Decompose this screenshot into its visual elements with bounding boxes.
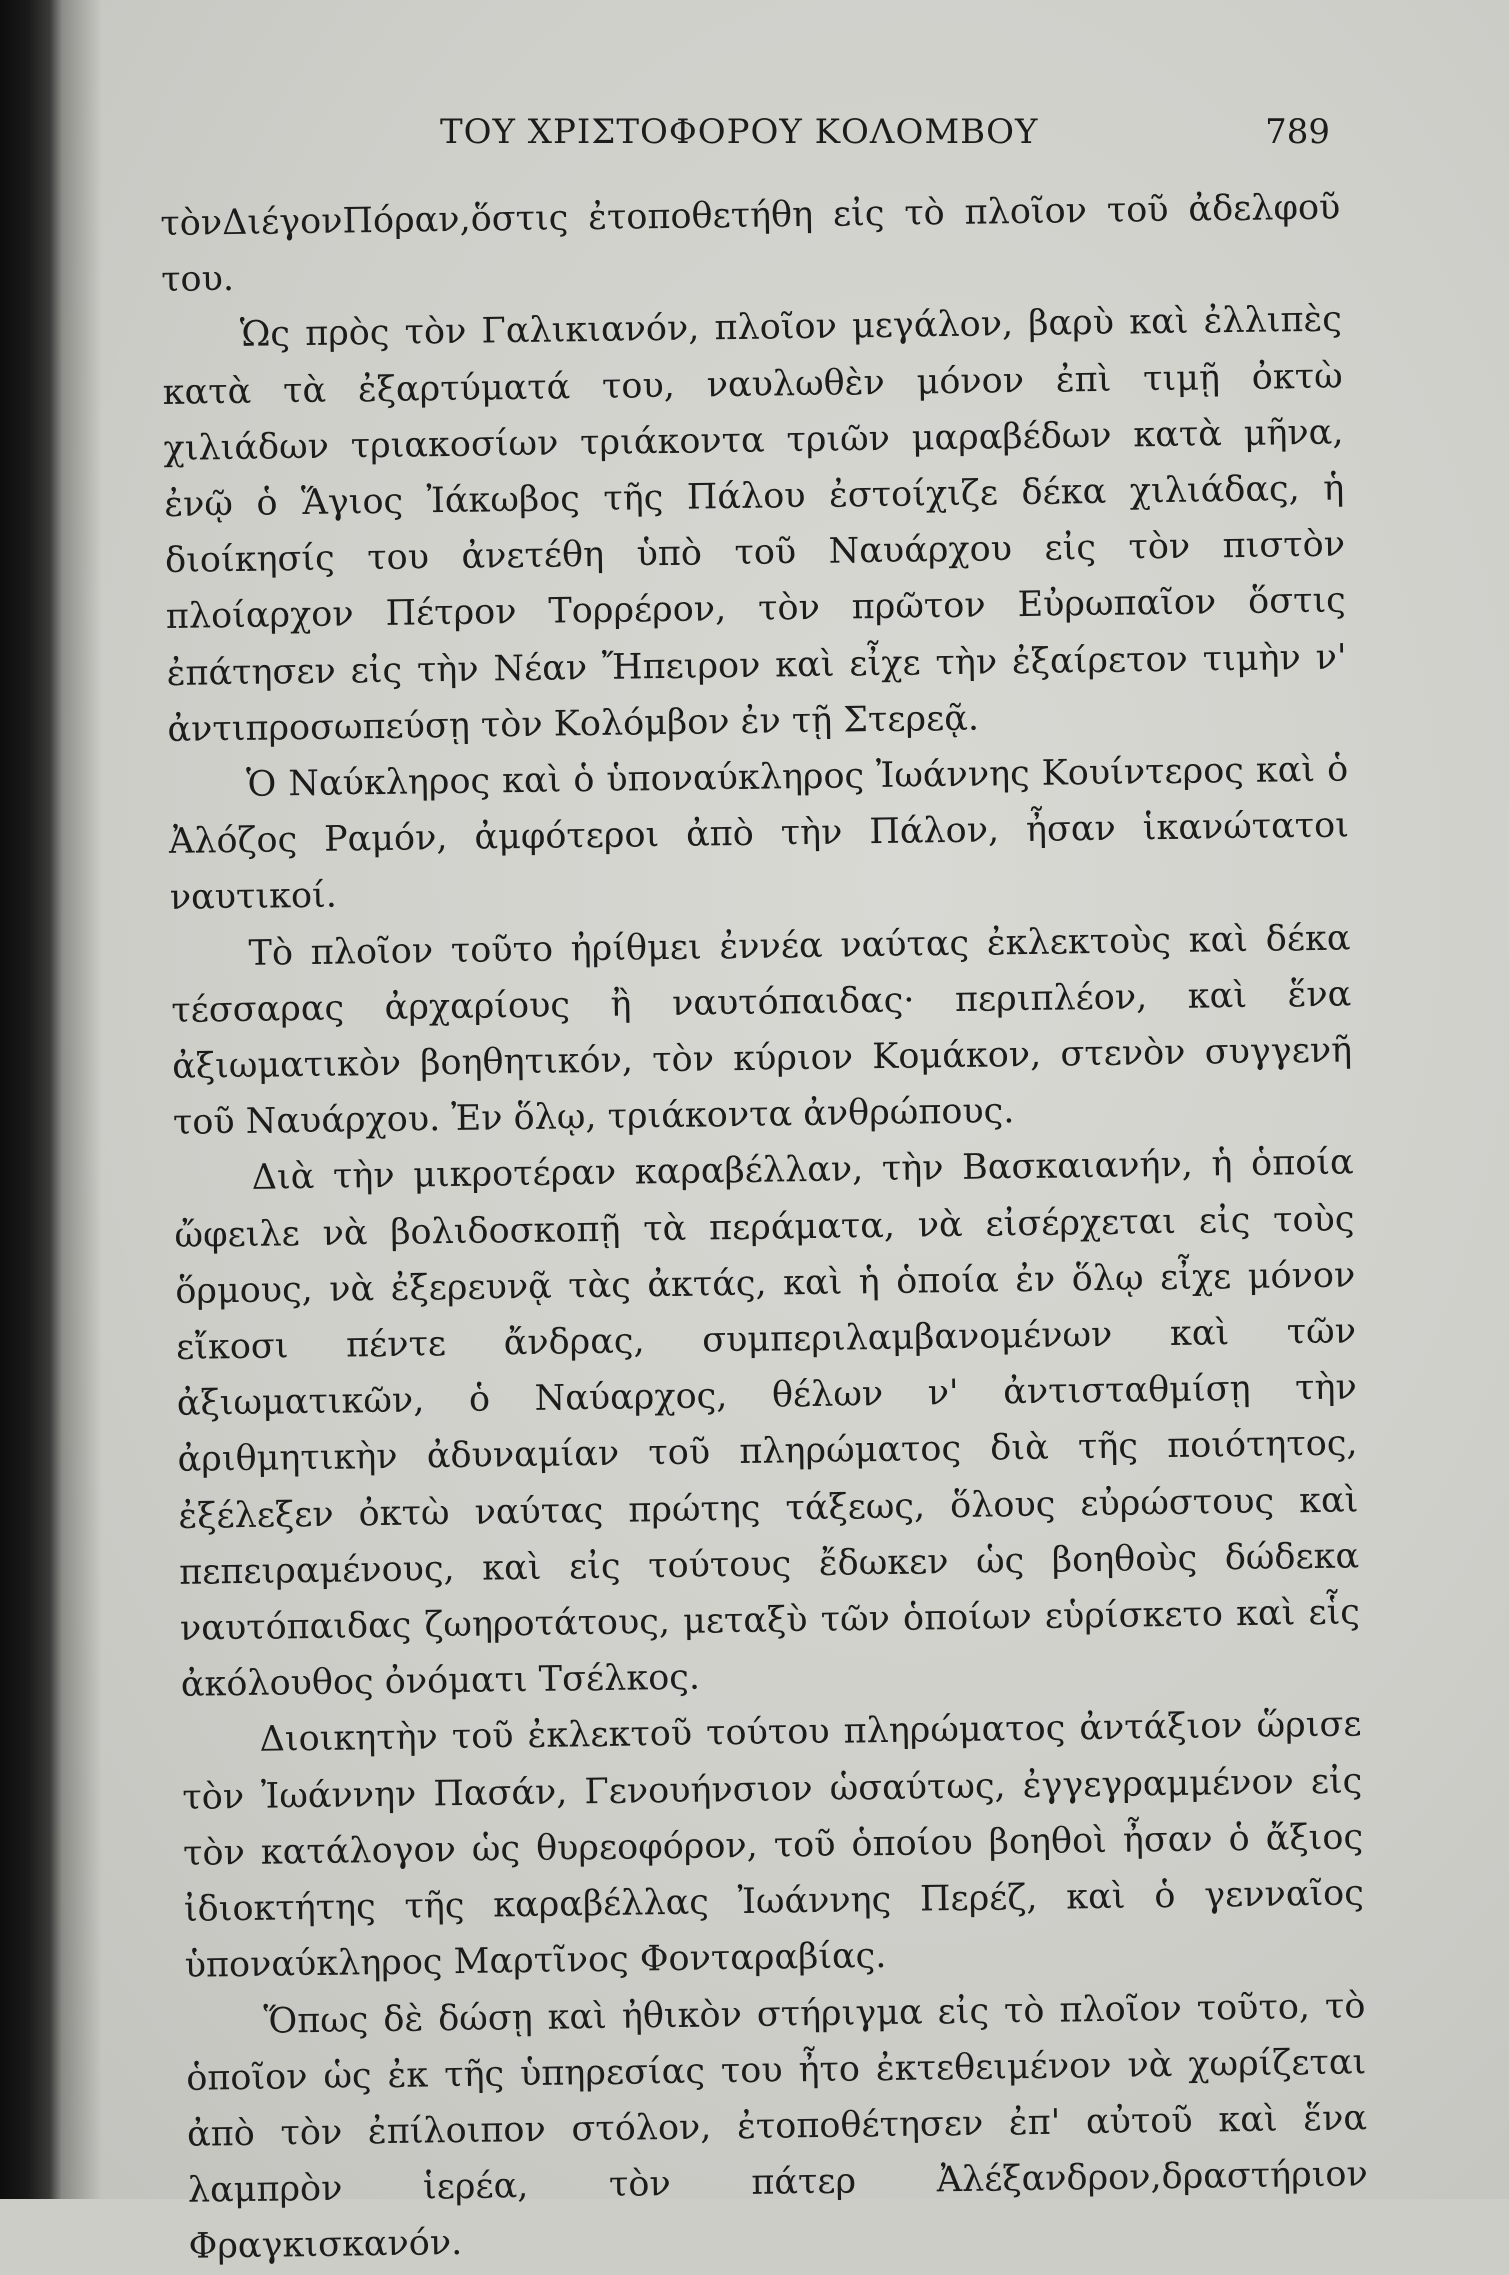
gutter-fade <box>62 0 102 2199</box>
page-number: 789 <box>1265 112 1330 152</box>
paragraph: Ὡς πρὸς τὸν Γαλικιανόν, πλοῖον μεγάλον, βαρὺ καὶ ἐλλιπὲς κατὰ τὰ ἐξαρτύματά του, ναυλωθὲν μόνον ἐπὶ τιμῇ ὀκτὼ χιλιάδων τριακοσίων τριάκοντα τριῶν μαραβέδων κατὰ μῆνα, ἐνῷ ὁ Ἅγιος Ἰάκωβος τῆς Πάλου ἐστοίχιζε δέκα χιλιάδας, ἡ διοίκησίς του ἀνετέθη ὑπὸ τοῦ Ναυάρχου εἰς τὸν πιστὸν πλοίαρχον Πέτρον Τορρέρον, τὸν πρῶτον Εὐρωπαῖον ὅστις ἐπάτησεν εἰς τὴν Νέαν Ἤπειρον καὶ εἶχε τὴν ἐξαίρετον τιμὴν ν' ἀντιπροσωπεύσῃ τὸν Κολόμβον ἐν τῇ Στερεᾷ. <box>162 299 1347 750</box>
page-header <box>170 112 1330 166</box>
book-gutter-shadow <box>0 0 62 2199</box>
body-text <box>160 180 1369 2275</box>
paragraph: Διὰ τὴν μικροτέραν καραβέλλαν, τὴν Βασκαιανήν, ἡ ὁποία ὤφειλε νὰ βολιδοσκοπῇ τὰ περάματα, νὰ εἰσέρχεται εἰς τοὺς ὅρμους, νὰ ἐξερευνᾷ τὰς ἀκτάς, καὶ ἡ ὁποία ἐν ὅλῳ εἶχε μόνον εἴκοσι πέντε ἄνδρας, συμπεριλαμβανομένων καὶ τῶν ἀξιωματικῶν, ὁ Ναύαρχος, θέλων ν' ἀντισταθμίσῃ τὴν ἀριθμητικὴν ἀδυναμίαν τοῦ πληρώματος διὰ τῆς ποιότητος, ἐξέλεξεν ὀκτὼ ναύτας πρώτης τάξεως, ὅλους εὐρώστους καὶ πεπειραμένους, καὶ εἰς τούτους ἔδωκεν ὡς βοηθοὺς δώδεκα ναυτόπαιδας ζωηροτάτους, μεταξὺ τῶν ὁποίων εὑρίσκετο καὶ εἷς ἀκόλουθος ὀνόματι Τσέλκος. <box>174 1142 1361 1706</box>
running-title: ΤΟΥ ΧΡΙΣΤΟΦΟΡΟΥ ΚΟΛΟΜΒΟΥ <box>440 112 1039 152</box>
paragraph: Τὸ πλοῖον τοῦτο ἠρίθμει ἐννέα ναύτας ἐκλεκτοὺς καὶ δέκα τέσσαρας ἀρχαρίους ἢ ναυτόπαιδας· περιπλέον, καὶ ἕνα ἀξιωματικὸν βοηθητικόν, τὸν κύριον Κομάκον, στενὸν συγγενῆ τοῦ Ναυάρχου. Ἐν ὅλῳ, τριάκοντα ἀνθρώπους. <box>171 918 1353 1144</box>
paragraph: Διοικητὴν τοῦ ἐκλεκτοῦ τούτου πληρώματος ἀντάξιον ὥρισε τὸν Ἰωάννην Πασάν, Γενουήνσιον ὡσαύτως, ἐγγεγραμμένον εἰς τὸν κατάλογον ὡς θυρεοφόρον, τοῦ ὁποίου βοηθοὶ ἦσαν ὁ ἄξιος ἰδιοκτήτης τῆς καραβέλλας Ἰωάννης Περέζ, καὶ ὁ γενναῖος ὑποναύκληρος Μαρτῖνος Φονταραβίας. <box>182 1704 1365 1987</box>
paragraph: τὸνΔιέγονΠόραν,ὅστις ἐτοποθετήθη εἰς τὸ πλοῖον τοῦ ἀδελφοῦ του. <box>160 187 1341 301</box>
paragraph: Ὅπως δὲ δώσῃ καὶ ἠθικὸν στήριγμα εἰς τὸ πλοῖον τοῦτο, τὸ ὁποῖον ὡς ἐκ τῆς ὑπηρεσίας του ἦτο ἐκτεθειμένον νὰ χωρίζεται ἀπὸ τὸν ἐπίλοιπον στόλον, ἐτοποθέτησεν ἐπ' αὐτοῦ καὶ ἕνα λαμπρὸν ἱερέα, τὸν πάτερ Ἀλέξανδρον,δραστήριον Φραγκισκανόν. <box>186 1985 1369 2268</box>
paragraph: Ὁ Ναύκληρος καὶ ὁ ὑποναύκληρος Ἰωάννης Κουίντερος καὶ ὁ Ἀλόζος Ραμόν, ἀμφότεροι ἀπὸ τὴν Πάλον, ἦσαν ἱκανώτατοι ναυτικοί. <box>168 749 1350 919</box>
